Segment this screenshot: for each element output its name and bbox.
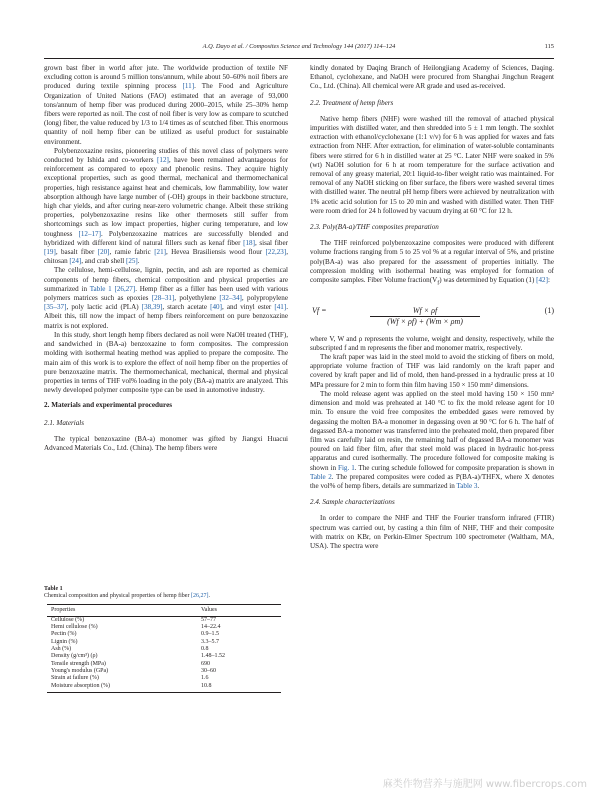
citation-link[interactable]: [21] <box>154 248 167 257</box>
citation-link[interactable]: [28–31] <box>151 294 175 303</box>
left-paragraph-2 <box>44 147 288 267</box>
citation-link[interactable]: [22,23] <box>265 248 287 257</box>
subsection-heading-2-1: 2.1. Materials <box>44 418 84 427</box>
equation-1-number: (1) <box>544 305 554 315</box>
citation-link[interactable]: [32–34] <box>219 294 242 303</box>
citation-link[interactable]: [42] <box>536 276 548 285</box>
table-row <box>47 675 281 682</box>
page-number: 115 <box>544 43 554 50</box>
equation-1 <box>310 295 554 329</box>
body-text: , have been remained advantageous for reinforcement as compared to epoxy and phenolic resins. They acquire highly exceptional properties, such as good thermal, mechanical and thermomechanical properties, high resistance against heat and chemicals, low flammability, low water absorption although have large number of (-OH) groups in their backbone structure, high char yields, and after curing near-zero volumetric change. Albeit these striking properties, polybenzoxazine resins like other thermosets still suffer from shortcomings such as low impact properties, higher curing temperature, and low toughness <box>44 156 288 238</box>
right-paragraph-5: The kraft paper was laid in the steel mold to avoid the sticking of fibers on mold, appropriate volume fraction of THF was laid randomly on the kraft paper and covered by kraft paper and lid of mold, then hand-pressed in a hydraulic press at 10 MPa pressure for 2 min to form thin film having 150 × 150 mm² dimensions. <box>310 353 554 389</box>
table-cell-property: Strain at failure (%) <box>51 675 99 682</box>
equation-1-denominator: (Wf × ρf) + (Wm × ρm) <box>387 316 463 326</box>
table-cell-property: Pectin (%) <box>51 631 77 638</box>
body-text: , and crab shell <box>81 257 126 266</box>
subscript-text: f <box>437 280 440 287</box>
body-text: , starch acetate <box>162 303 211 312</box>
right-paragraph-4: where V, W and ρ represents the volume, weight and density, respectively, while the subscripted f and m represents the fiber and monomer matrix, respectively. <box>310 334 554 352</box>
right-paragraph-7: In order to compare the NHF and THF the Fourier transform infrared (FTIR) spectrum was carried out, by casting a thin film of NHF, THF and their composite with matrix on KBr, on Perkin-Elmer Spectrum 100 spectrometer (Waltham, MA, USA). The spectra were <box>310 514 554 550</box>
citation-link[interactable]: [25] <box>125 257 138 266</box>
table-cell-property: Cellulose (%) <box>51 616 85 623</box>
table-row <box>47 653 281 660</box>
watermark-text: 麻类作物营养与施肥网 www.fibercrops.com <box>382 779 587 790</box>
body-text: : <box>547 276 550 285</box>
body-text: . The prepared composites were coded as P(BA-a)/THFX, where X denotes the vol% of hemp fibers, details are summarized in <box>310 472 554 490</box>
body-text: , sisal fiber <box>254 238 288 247</box>
table-1 <box>44 586 288 693</box>
table-cell-value: 14–22.4 <box>201 624 221 631</box>
body-text: , polyethylene <box>174 294 220 303</box>
table-1-header-properties: Properties <box>47 604 197 616</box>
body-text: . Albeit this, till now the impact of hemp fibers reinforcement on pure benzoxazine matrix is not explored. <box>44 303 288 330</box>
body-text: Polybenzoxazine resins, pioneering studies of this novel class of polymers were conducted by Ishida and co-workers <box>44 146 288 165</box>
left-paragraph-1 <box>44 64 288 147</box>
right-paragraph-3 <box>310 239 554 288</box>
table-cell-property: Lignin (%) <box>51 638 78 645</box>
body-text: The THF reinforced polybenzoxazine composites were produced with different volume fractions ranging from 5 to 25 vol % at a regular interval of 5%, and pristine poly(BA-a) was also prepared for the assessment of properties initially. The compression molding with isothermal heating was employed for formation of composite samples. Fiber Volume fraction(V <box>310 239 554 285</box>
body-text: . The curing schedule followed for composite preparation is shown in <box>354 463 554 472</box>
body-text: , ramie fabric <box>109 248 155 257</box>
right-column <box>310 64 554 551</box>
subsection-heading-2-3: 2.3. Poly(BA-a)/THF composites preparation <box>310 223 439 232</box>
body-text: , chitosan <box>44 248 288 266</box>
body-text: The cellulose, hemi-cellulose, lignin, pectin, and ash are reported as chemical components of hemp fibers, chemical composition and physical properties are summarized in <box>44 266 288 293</box>
table-1-label: Table 1 <box>44 586 63 592</box>
citation-link[interactable]: Table 2 <box>310 472 332 481</box>
body-text: . Polybenzoxazine matrices are successfully blended and hybridized with different kind of natural fillers such as kenaf fiber <box>44 229 288 247</box>
subsection-heading-2-4: 2.4. Sample characterizations <box>310 498 395 507</box>
body-text: , basalt fiber <box>55 248 98 257</box>
table-row <box>47 624 281 631</box>
body-text: ) was determined by Equation (1) <box>439 276 537 285</box>
body-text: , and vinyl ester <box>221 303 275 312</box>
header-rule <box>44 58 554 59</box>
body-text: . <box>137 257 140 266</box>
table-cell-value: 57–77 <box>201 616 216 623</box>
citation-link[interactable]: [40] <box>210 303 222 312</box>
section-heading-2: 2. Materials and experimental procedures <box>44 401 173 410</box>
body-text: grown bast fiber in world after jute. The worldwide production of textile NF excluding cotton is around 5 million tons/annum, while about 50–60% noil fibers are produced during textile spinning process <box>44 64 288 91</box>
table-cell-value: 10.8 <box>197 683 281 693</box>
citation-link[interactable]: Fig. 1 <box>338 463 355 472</box>
table-row <box>47 631 281 638</box>
table-cell-value: 0.9–1.5 <box>201 631 219 638</box>
table-cell-property: Young's modulus (GPa) <box>51 667 109 674</box>
citation-link[interactable]: [24] <box>69 257 82 266</box>
citation-link[interactable]: Table 1 <box>89 284 112 293</box>
table-1-header-values: Values <box>197 604 281 616</box>
right-paragraph-6 <box>310 390 554 491</box>
body-text: , polypropylene <box>241 294 288 303</box>
left-paragraph-5: The typical benzoxazine (BA-a) monomer was gifted by Jiangxi Huacui Advanced Materials Co., Ltd. (China). The hemp fibers were <box>44 434 288 452</box>
table-cell-property: Ash (%) <box>51 646 72 653</box>
table-row <box>47 661 281 668</box>
subsection-heading-2-2: 2.2. Treatment of hemp fibers <box>310 98 394 107</box>
body-text: The mold release agent was applied on the steel mold having 150 × 150 mm² dimension and mold was preheated at 140 °C to fix the mold release agent for 10 min. To ensure the void free composites the embedded gases were removed by degassing the molten BA-a monomer in degassing oven at 90 °C for 6 h. The half of degassed BA-a monomer was transferred into the preheated mold, then prepared fiber film was carefully laid on resin, the remaining half of degassed BA-a monomer was poured on laid fiber film, after that steel mold was placed in hydraulic hot-press apparatus and cured isothermally. The procedure followed for composite making is shown in <box>310 389 554 472</box>
left-column <box>44 64 288 453</box>
citation-link[interactable]: [38,39] <box>141 303 163 312</box>
citation-link[interactable]: [19] <box>44 248 56 257</box>
citation-link[interactable]: [20] <box>97 248 110 257</box>
citation-link[interactable]: [41] <box>274 303 287 312</box>
citation-link[interactable]: [18] <box>243 238 255 247</box>
table-1-caption-ref[interactable]: [26,27] <box>190 593 209 600</box>
table-row <box>47 639 281 646</box>
citation-link[interactable]: [26,27] <box>114 284 136 293</box>
body-text: , poly lactic acid (PLA) <box>66 303 142 312</box>
running-head-citation: A.Q. Dayo et al. / Composites Science and Technology 144 (2017) 114–124 <box>202 43 396 50</box>
citation-link[interactable]: [11] <box>182 82 195 91</box>
table-cell-value: 30–60 <box>201 667 216 674</box>
citation-link[interactable]: [12–17] <box>78 229 101 238</box>
citation-link[interactable]: [35–37] <box>44 303 67 312</box>
citation-link[interactable]: [12] <box>157 156 169 165</box>
table-cell-property: Density (g/cm³) (ρ) <box>51 653 98 660</box>
left-paragraph-3 <box>44 266 288 330</box>
equation-1-numerator: Wf × ρf <box>370 306 480 317</box>
running-head <box>44 43 554 55</box>
body-text: . <box>477 481 480 490</box>
table-cell-value: 3.3–5.7 <box>201 638 219 645</box>
citation-link[interactable]: Table 3 <box>456 481 478 490</box>
table-row <box>47 683 281 693</box>
right-paragraph-2: Native hemp fibers (NHF) were washed till the removal of attached physical impurities with distilled water, and then shredded into 5 ± 1 mm length. The soxhlet extraction with ethanol/cyclohexane (1:1 v/v) for 6 h was applied for waxes and fats extraction from NHF. After extraction, for elimination of water-soluble contaminants fibers were stirred for 6 h in distilled water at 25 °C. Later NHF were soaked in 5% (wt) NaOH solution for 6 h at room temperature for the surface activation and removal of any greasy material, 20:1 liquid-to-fiber weight ratio was maintained. For removal of any NaOH sticking on fiber surface, the fibers were washed several times with distilled water. The neutral pH hemp fibers were achieved by neutralization with 1% acetic acid solution for 15 to 20 min and washed with distilled water. Then THF were room dried for 24 h followed by vacuum drying at 60 °C for 12 h. <box>310 114 554 215</box>
body-text: , Hevea Brasiliensis wood flour <box>166 248 266 257</box>
body-text: . Hemp fiber as a filler has been used with various polymers matrices such as epoxies <box>44 284 288 303</box>
equation-1-lhs: Vf = <box>312 305 327 315</box>
table-1-caption: Chemical composition and physical properties of hemp fiber [26,27]. <box>44 593 210 600</box>
table-cell-value: 1.48–1.52 <box>201 653 225 660</box>
table-cell-property: Moisture absorption (%) <box>47 683 197 693</box>
table-cell-value: 0.8 <box>201 646 209 653</box>
table-cell-property: Tensile strength (MPa) <box>51 660 106 667</box>
body-text: . The Food and Agriculture Organization of United Nations (FAO) estimated that an average of 93,000 tons/annum of hemp fiber was produced during 2000–2015, while 25–30% hemp fibers were reported as noil. The cost of noil fiber is very low as compare to scutched (long) fiber, the value reduced by 1/3 to 1/4 times as of scutched fiber. This enormous quantity of noil hemp fiber can be utilized as useful product for sustainable environment. <box>44 82 288 146</box>
table-1-grid <box>47 604 281 693</box>
right-paragraph-1: kindly donated by Daqing Branch of Heilongjiang Academy of Sciences, Daqing. Ethanol, cyclohexane, and NaOH were procured from Shanghai Jingchun Reagent Co., Ltd. (China). All chemical were AR grade and used as-received. <box>310 64 554 91</box>
table-cell-value: 1.6 <box>201 675 209 682</box>
table-cell-value: 690 <box>201 660 210 667</box>
left-paragraph-4: In this study, short length hemp fibers declared as noil were NaOH treated (THF), and sandwiched in (BA-a) benzoxazine to form composites. The compression molding with isothermal heating method was applied to prepare the composite. The main aim of this work is to explore the effect of noil hemp fiber on the properties of pure benzoxazine matrix. The thermomechanical, mechanical, thermal and physical properties in terms of THF vol% loading in the poly (BA-a) matrix are analyzed. This newly developed polymer composite type can be used in automotive industry. <box>44 330 288 395</box>
table-cell-property: Hemi cellulose (%) <box>51 624 98 631</box>
